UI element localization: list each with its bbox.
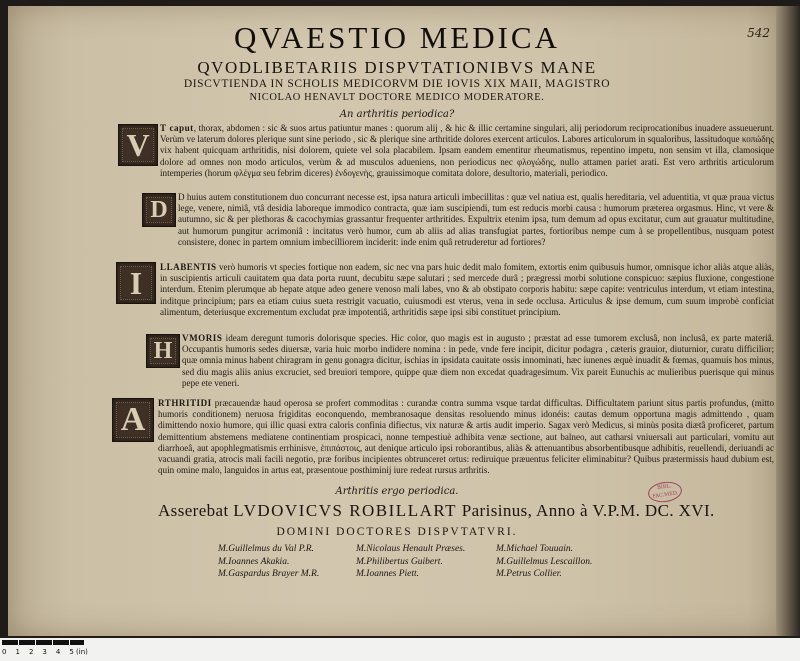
- dropcap-initial-2: D: [142, 193, 176, 227]
- paragraph-5: [158, 398, 774, 476]
- dropcap-initial-4: H: [146, 334, 180, 368]
- doctor-name: M.Michael Touuain.: [496, 544, 573, 554]
- page-fold-shadow: [776, 6, 800, 636]
- question-heading: An arthritis periodica?: [339, 109, 455, 120]
- scale-ruler: [0, 638, 800, 661]
- paragraph-5-text: præcauendæ haud operosa se profert commoditas : curandæ contra summa vsque tardat difficultas. Difficultatem pariunt situs partis profundus, (mitto humoris conditionem) neruosa frigiditas eoconquendo, membranosaque densitas resoluendo minus idonéis: cautas demum opportuna magis admittendo , quam dimittendo noxio humore, qui illic quasi extra caloris confinia difiectus, vix naturæ & artis audit imperio. Sagax verò Medicus, si minùs posita diætâ proficeret, partum demittentium abstemens mediatene continentiam prospicaci, nonne tempestiuè adhibita venæ sectione, aut balneo, aut catharsi vniuersali aut particulari, vomitu aut diarrhoeâ, aut apophlegmatismis errhinisve, ἐπιπάστοις, aut denique articulo ipsi roborantibus, aliàs & attenuantibus absorbentibusque adhibitis, reuellendi, deriuandi ac vacuandi gratia, atrocis mali facili negotio, præ foribus incipientes obtrunceret ortus: rediruique præuentus feliciter eliminabitur? Quibus prætermissis haud dubium est, quin omine malo, languidos in artus eat, præsentoue posthiminij iure redeat rursus arthritis.: [158, 398, 774, 476]
- document-page: [8, 6, 786, 636]
- doctors-column-3: [496, 543, 592, 581]
- defense-statement: Asserebat LVDOVICVS ROBILLART Parisinus, Anno à V.P.M. DC. XVI.: [158, 501, 715, 520]
- doctor-name: M.Guillelmus Lescaillon.: [496, 556, 593, 567]
- paragraph-3-lead: LLABENTIS: [160, 262, 217, 272]
- paragraph-4-text: ideam deregunt tumoris dolorisque species. Hic color, quo magis est in augusto ; præstat ad esse tumorem exclusâ, non inclusâ, ex parte materiâ. Occupantis humoris sedes diuersæ, varia huic morbo indidere nomina : in pede, vnde fere incipit, dicitur podagra , cæteris grauior, diuturnior, curatu difficilior; quæ omnia minus habent chiragram in genu gonagra dicitur, ischias in ipsidata cauitate ossis innominati, hæc iunenes æquè inuadit & fœmas, quamuis hos minus, sed diu magis aliis anius excruciet, sed breuiori tempore, quippe quæ diem non excedat quadragesimum. Vix pareit Eunuchis ac mulieribus puerisque qui minus pepe ete veneri.: [182, 333, 774, 388]
- paragraph-5-lead: RTHRITIDI: [158, 398, 212, 408]
- paragraph-3: [160, 262, 774, 318]
- doctor-name: M.Petrus Collier.: [496, 569, 562, 579]
- paragraph-2-text: D huius autem constitutionem duo concurrant necesse est, ipsa natura articuli imbecillitas : quæ vel natiua est, qualis hereditaria, vel aduentitia, vt quæ praua victus lege, venere, nimiâ, vtâ desidia laboreque immodico contracta, quæ iam suscipiendi, tum est reducis morbi causa : humorum præterea orgasmus. Hinc, vt vere & autumno, sic & per plethoras & cacochymias grassantur frequenter arthritides. Expultrix etenim ipsa, tum demum ad opus excitatur, cum aut grauatur multitudine, aut humorum pungitur acrimoniâ : incitatus verò humor, cum ab aliis ad alias transfugiat partes, fortioribus nempe cum à se propellentibus, nusquam potest consistere, donec in partem omnium imbecilliorem inciderit: inde enim quâ retruderetur ad fortiores?: [178, 192, 774, 247]
- paragraph-4-lead: VMORIS: [182, 333, 223, 343]
- doctors-heading: DOMINI DOCTORES DISPVTATVRI.: [276, 526, 518, 538]
- paragraph-1: [160, 123, 774, 179]
- paragraph-1-lead: T caput: [160, 123, 194, 133]
- ruler-labels: 0 1 2 3 4 5 (in): [2, 648, 88, 656]
- title-line3: DISCVTIENDA IN SCHOLIS MEDICORVM DIE IOVIS XIX MAII, MAGISTRO: [183, 78, 611, 90]
- conclusion-line: Arthritis ergo periodica.: [335, 486, 459, 497]
- paragraph-4: [182, 333, 774, 389]
- ruler-bar: [2, 640, 84, 645]
- title-moderator: NICOLAO HENAVLT DOCTORE MEDICO MODERATORE.: [249, 92, 545, 103]
- doctor-name: M.Ioannes Piett.: [356, 569, 420, 579]
- dropcap-initial-5: A: [112, 398, 154, 442]
- paragraph-2: [178, 192, 774, 248]
- doctor-name: M.Guillelmus du Val P.R.: [218, 544, 314, 554]
- doctor-name: M.Ioannes Akakia.: [218, 556, 290, 567]
- title-main: QVAESTIO MEDICA: [233, 20, 560, 55]
- paragraph-1-text: , thorax, abdomen : sic & suos artus patiuntur manes : quorum alij , & hic & illic certamine singulari, alij periodorum reciprocationibus inuadere assueuerunt. Verùm ve laterum dolores plerique sunt sine periodo , sic & plerique sine arthritide dolores exercent articulos. Labores articulorum in squaloribus, lassitudoque κοπώδης vix habent quicquam arthritidis, nisi dolorem, quiete vel sola placabilem. Ipsam eandem ementitur rheumatismus, repentino impetu, non sensim vt illa, clamosique dolore ad omnes non modo articulos, verùm & ad musculos adueniens, non periodicus nec φλογώδης, nullo attamen pariet arati. Est vero arthritis articulorum intemperies (horum φλέγμα seu febrim diceres) ἐνδογενὴς, grauissimoque comitata dolore, desultorio, materiali, periodico.: [160, 123, 775, 178]
- doctor-name: M.Gaspardus Brayer M.R.: [218, 569, 320, 579]
- paragraph-3-text: verò humoris vt species fortique non eadem, sic nec vna pars huic dedit malo fomitem, extortis enim quibusuis humor, omnisque ichor aliàs atque aliàs, in suscipientis articuli cauitatem qua data porta ruunt, decubitu sæpe salutari ; sed mercede durâ ; prægressi morbi solutione conspicuo: sæpius fluxione, congestione interdum. Etenim plerumque ab hepate atque adeo genere venoso mali labes, vno & ab obstipato corporis habitu: sæpe capite: ventriculus interdum, vt etiam intestina, inditque principium; pars ea etiam cuius sueta restrigit vacuatio, cuiusmodi est vterus, vena in sede occlusa. Articulus & ipse demum, cum suum improbè conficiat alimentum, deteriusque excrementum excludat præ impotentiâ, arthritidis sæpe ipsi sibi constituet principium.: [160, 262, 774, 317]
- doctors-column-2: [356, 543, 465, 581]
- doctor-name: M.Philibertus Guibert.: [356, 556, 443, 567]
- doctors-column-1: [218, 543, 319, 581]
- page-number: 542: [747, 26, 770, 40]
- dropcap-initial-1: V: [118, 124, 158, 166]
- library-stamp: BIBL. FAC.MED.: [647, 480, 683, 505]
- title-subtitle: QVODLIBETARIIS DISPVTATIONIBVS MANE: [197, 58, 597, 77]
- doctor-name: M.Nicolaus Henault Præses.: [356, 544, 466, 554]
- defender-name: LVDOVICVS ROBILLART: [233, 501, 458, 520]
- dropcap-initial-3: I: [116, 262, 156, 304]
